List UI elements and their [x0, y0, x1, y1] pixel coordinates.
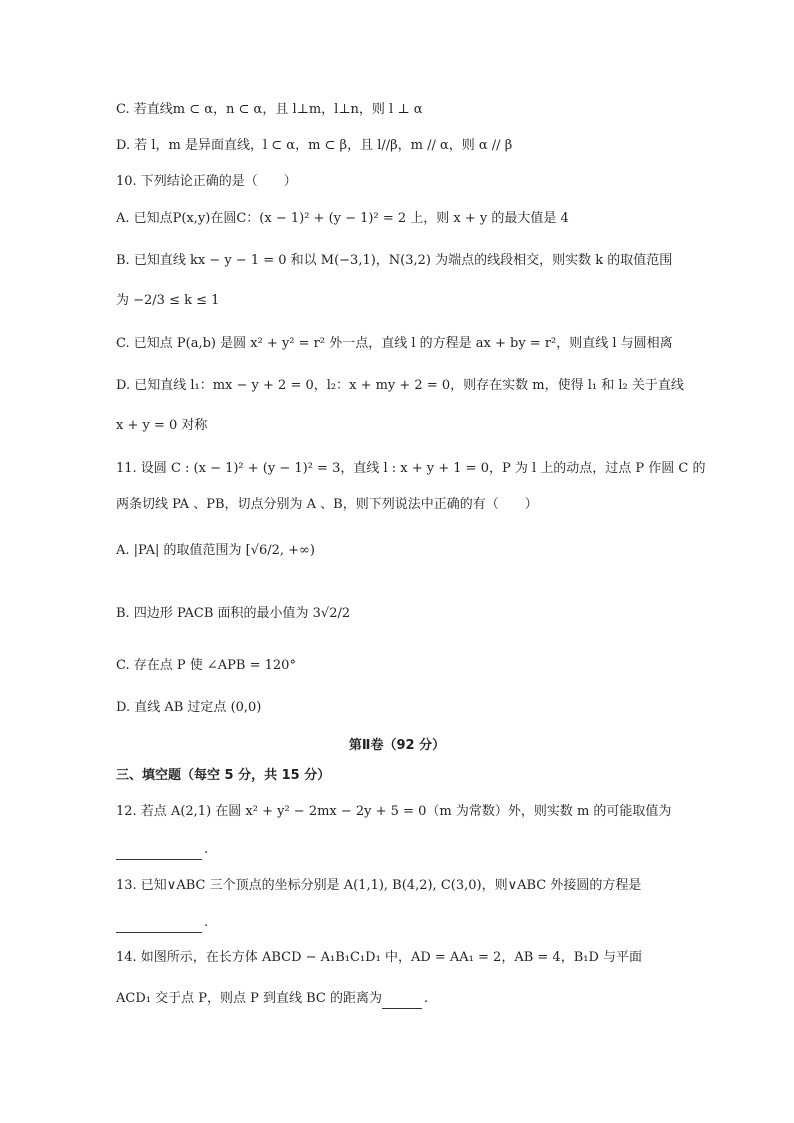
question-11-line1: 11. 设圆 C : (x − 1)² + (y − 1)² = 3，直线 l : x + y + 1 = 0，P 为 l 上的动点，过点 P 作圆 C 的	[116, 461, 706, 476]
q12-answer-line	[116, 840, 208, 860]
q10-option-d-line2: x + y = 0 对称	[116, 418, 208, 433]
option-d-previous: D. 若 l，m 是异面直线，l ⊂ α，m ⊂ β，且 l//β，m // α，则 α // β	[116, 138, 513, 153]
q12-period: .	[204, 842, 209, 857]
part-two-heading: 第Ⅱ卷（92 分）	[348, 738, 446, 753]
q10-option-b-line1: B. 已知直线 kx − y − 1 = 0 和以 M(−3,1)，N(3,2) 为端点的线段相交，则实数 k 的取值范围	[116, 253, 673, 268]
q14-line2-text: ACD₁ 交于点 P，则点 P 到直线 BC 的距离为	[116, 991, 382, 1006]
q10-option-c: C. 已知点 P(a,b) 是圆 x² + y² = r² 外一点，直线 l 的方程是 ax + by = r²，则直线 l 与圆相离	[116, 336, 673, 351]
option-c-previous: C. 若直线m ⊂ α，n ⊂ α，且 l⊥m，l⊥n，则 l ⊥ α	[116, 102, 423, 117]
q10-option-b-line2: 为 −2/3 ≤ k ≤ 1	[116, 293, 220, 308]
section-three-heading: 三、填空题（每空 5 分，共 15 分）	[116, 768, 331, 783]
q13-answer-line	[116, 913, 208, 933]
question-10: 10. 下列结论正确的是（ ）	[116, 174, 297, 189]
q10-option-d-line1: D. 已知直线 l₁：mx − y + 2 = 0，l₂：x + my + 2 = 0，则存在实数 m，使得 l₁ 和 l₂ 关于直线	[116, 378, 684, 393]
q14-answer-blank	[382, 994, 422, 1009]
q13-answer-blank	[116, 918, 202, 933]
question-14-line1: 14. 如图所示，在长方体 ABCD − A₁B₁C₁D₁ 中，AD = AA₁ = 2，AB = 4，B₁D 与平面	[116, 950, 643, 965]
q14-period: .	[424, 991, 429, 1006]
q10-option-a: A. 已知点P(x,y)在圆C：(x − 1)² + (y − 1)² = 2 上，则 x + y 的最大值是 4	[116, 211, 569, 226]
q12-answer-blank	[116, 845, 202, 860]
q11-option-b: B. 四边形 PACB 面积的最小值为 3√2/2	[116, 606, 351, 621]
question-11-line2: 两条切线 PA 、PB，切点分别为 A 、B，则下列说法中正确的有（ ）	[116, 497, 538, 512]
question-13: 13. 已知∨ABC 三个顶点的坐标分别是 A(1,1), B(4,2), C(3,0)，则∨ABC 外接圆的方程是	[116, 878, 642, 893]
q11-option-a: A. |PA| 的取值范围为 [√6/2, +∞)	[116, 543, 315, 558]
question-14-line2	[116, 989, 428, 1009]
question-12: 12. 若点 A(2,1) 在圆 x² + y² − 2mx − 2y + 5 = 0（m 为常数）外，则实数 m 的可能取值为	[116, 804, 672, 819]
q11-option-d: D. 直线 AB 过定点 (0,0)	[116, 700, 262, 715]
q13-period: .	[204, 915, 209, 930]
q11-option-c: C. 存在点 P 使 ∠APB = 120°	[116, 658, 296, 673]
